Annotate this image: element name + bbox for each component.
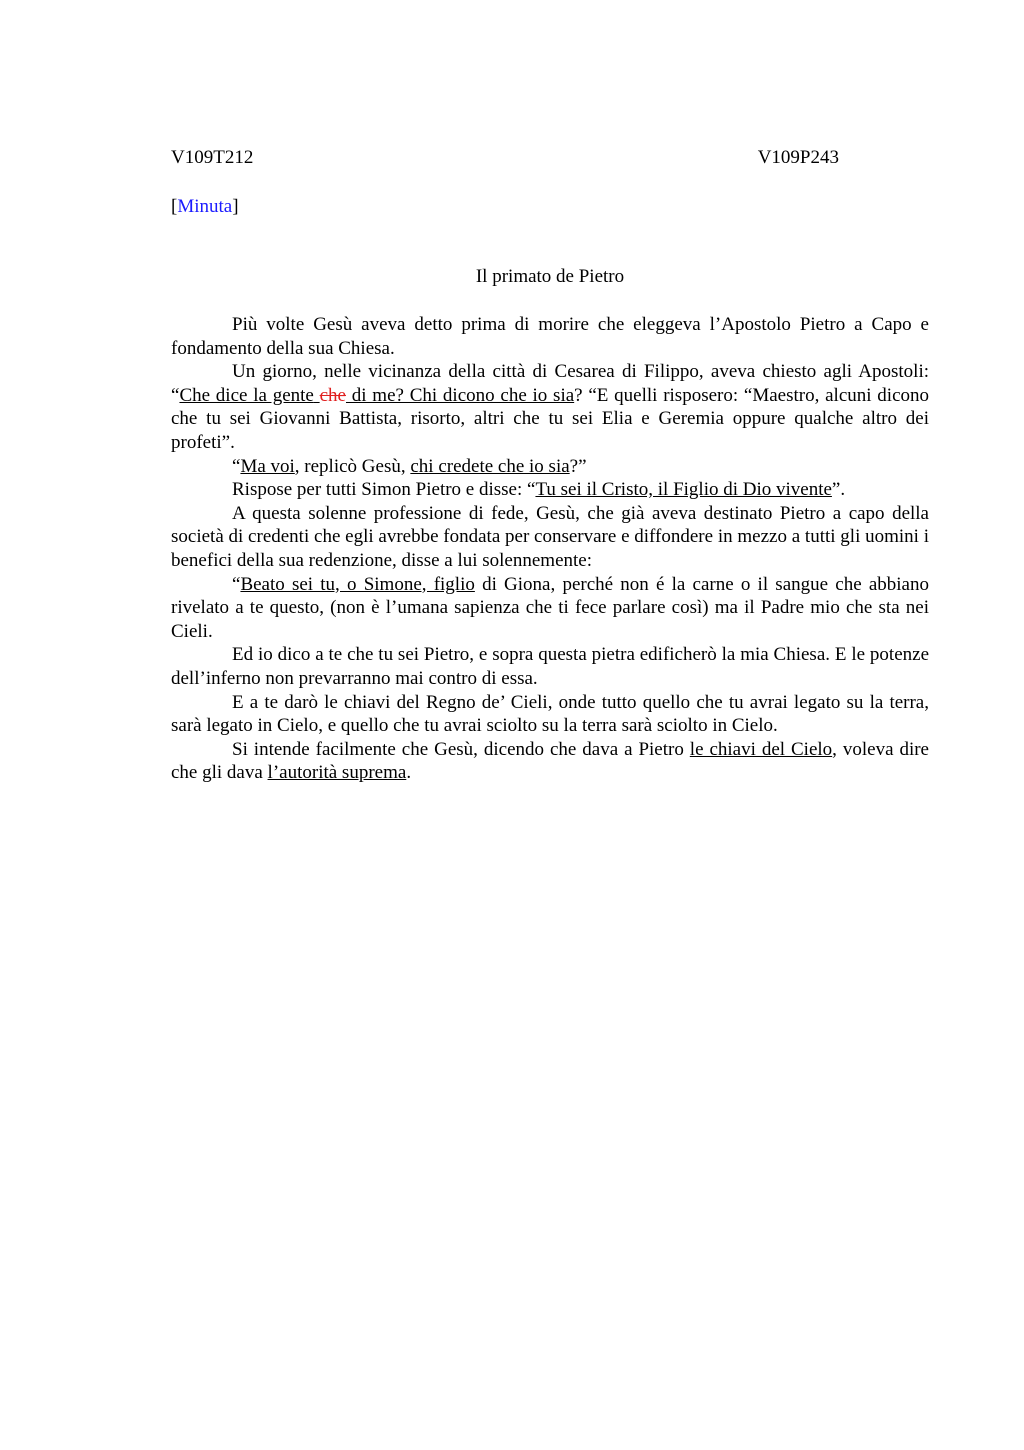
- text-run: ”.: [831, 479, 846, 501]
- text-run: “: [232, 455, 241, 477]
- underlined-text: Che dice la gente: [179, 384, 314, 406]
- text-run: ? “E quelli risposero: “Maestro, alcuni dicono che tu sei Giovanni Battista, risorto, altri che tu sei Elia e Geremia oppure qualche altro dei profeti”.: [171, 384, 930, 453]
- right-code: V109P243: [757, 147, 839, 168]
- text-run: , replicò Gesù,: [294, 455, 411, 477]
- underlined-text: le chiavi del Cielo: [689, 738, 833, 760]
- text-run: ?”: [569, 455, 587, 477]
- text-run: “: [232, 573, 241, 595]
- text-run: , voleva dire che gli dava: [171, 738, 929, 784]
- minuta-label: Minuta: [177, 196, 233, 217]
- text-run: Rispose per tutti Simon Pietro e disse: “: [232, 479, 536, 501]
- paragraph-5: A questa solenne professione di fede, Gesù, che già aveva destinato Pietro a capo della società di credenti che egli avrebbe fondata per conservare e diffondere in mezzo a tutti gli uomini i benefici della sua redenzione, disse a lui solennemente:: [171, 502, 929, 571]
- document-body: [171, 313, 929, 785]
- paragraph-4: [171, 478, 929, 502]
- deleted-text: che: [319, 384, 346, 406]
- underlined-text: di me? Chi dicono che io sia: [345, 384, 575, 406]
- text-run: Si intende facilmente che Gesù, dicendo che dava a Pietro: [232, 738, 690, 760]
- header-codes: [171, 146, 839, 170]
- paragraph-6: [171, 573, 929, 644]
- paragraph-3: [171, 455, 929, 479]
- underlined-text: Beato sei tu, o Simone, figlio: [240, 573, 475, 595]
- paragraph-9: [171, 738, 929, 785]
- document-title: Il primato de Pietro: [475, 266, 625, 287]
- underlined-text: l’autorità suprema: [267, 762, 407, 784]
- paragraph-8: E a te darò le chiavi del Regno de’ Cieli, onde tutto quello che tu avrai legato su la terra, sarà legato in Cielo, e quello che tu avrai sciolto su la terra sarà sciolto in Cielo.: [171, 691, 929, 737]
- underlined-text: Tu sei il Cristo, il Figlio di Dio vivente: [535, 479, 832, 501]
- paragraph-7: Ed io dico a te che tu sei Pietro, e sopra questa pietra edificherò la mia Chiesa. E le potenze dell’inferno non prevarranno mai contro di essa.: [171, 644, 929, 689]
- text-run: Un giorno, nelle vicinanza della città di Cesarea di Filippo, aveva chiesto agli Apostoli: “: [171, 361, 929, 406]
- bracket-close: ]: [232, 196, 239, 217]
- underlined-text: Ma voi: [240, 455, 295, 477]
- underlined-text: chi credete che io sia: [410, 455, 570, 477]
- paragraph-1: Più volte Gesù aveva detto prima di morire che eleggeva l’Apostolo Pietro a Capo e fondamento della sua Chiesa.: [171, 314, 929, 359]
- minuta-note: [171, 195, 239, 219]
- left-code: V109T212: [171, 147, 254, 168]
- text-run: di Giona, perché non é la carne o il sangue che abbiano rivelato a te questo, (non è l’umana sapienza che ti fece parlare così) ma il Padre mio che sta nei Cieli.: [171, 573, 929, 642]
- paragraph-2: [171, 360, 929, 454]
- text-run: .: [406, 762, 412, 784]
- bracket-open: [: [171, 196, 178, 217]
